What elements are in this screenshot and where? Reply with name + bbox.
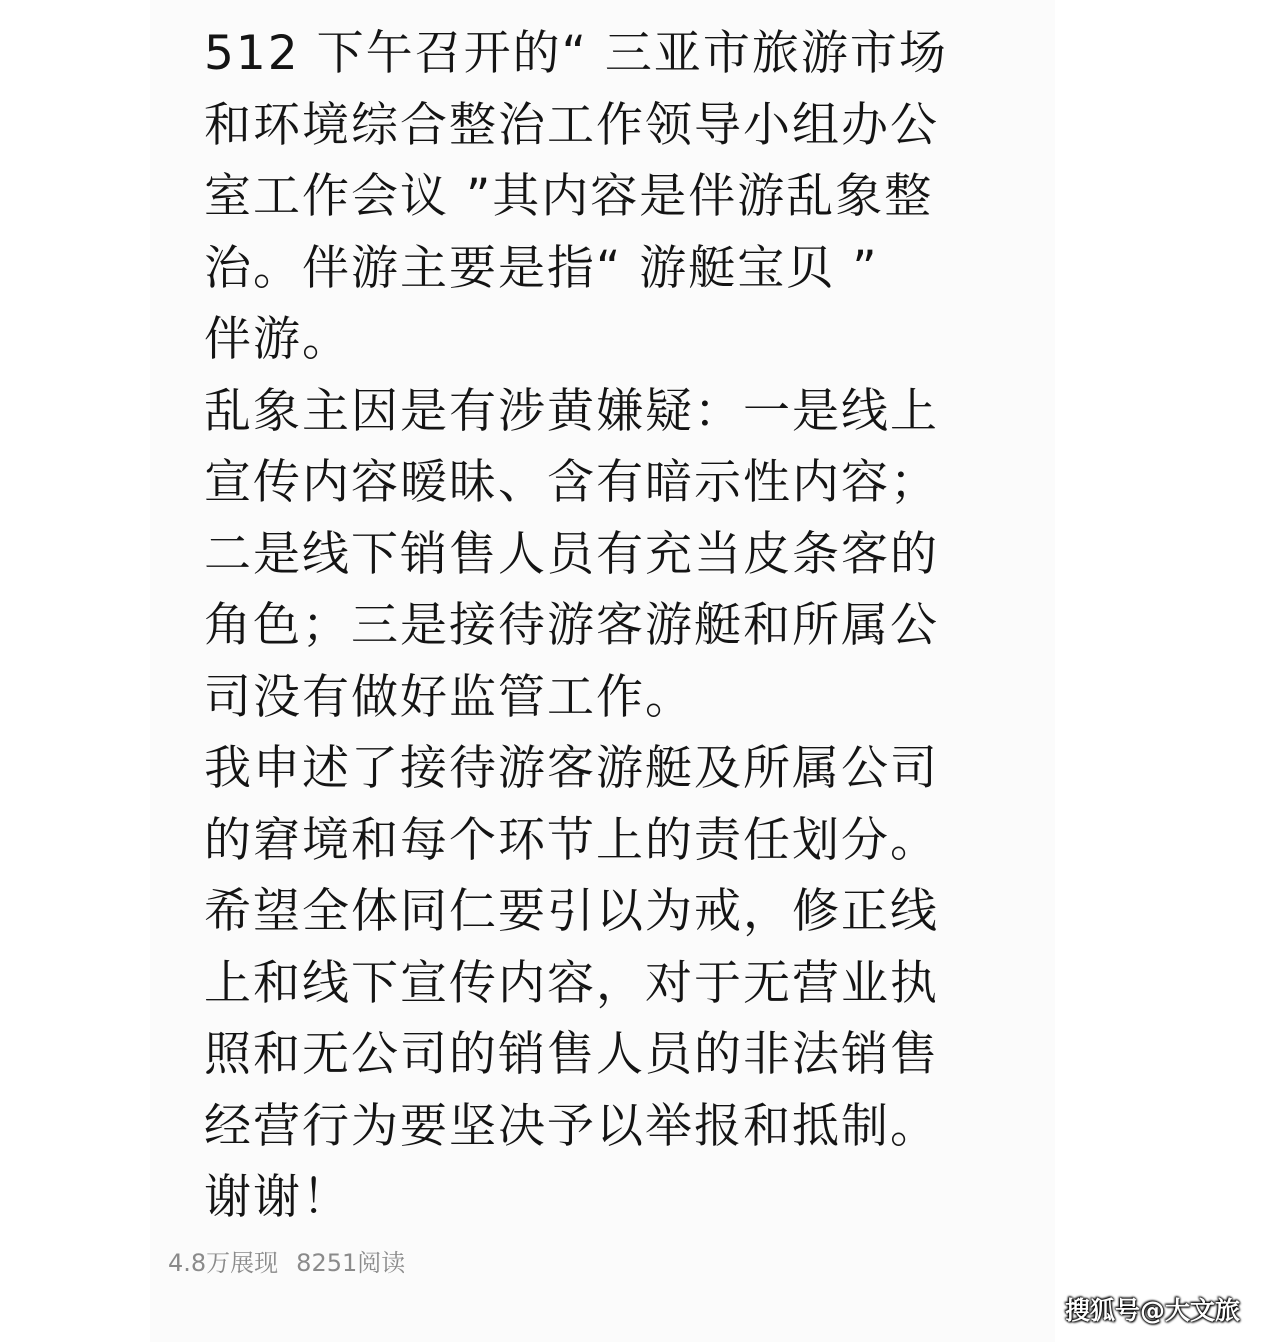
post-line: 512 下午召开的“ 三亚市旅游市场: [204, 26, 948, 81]
post-line: 照和无公司的销售人员的非法销售: [204, 1027, 939, 1082]
post-line: 我申述了接待游客游艇及所属公司: [204, 741, 939, 796]
post-line: 司没有做好监管工作。: [204, 669, 694, 725]
post-line: 室工作会议 ”其内容是伴游乱象整: [204, 169, 934, 224]
post-line: 角色；三是接待游客游艇和所属公: [204, 598, 939, 653]
post-line: 上和线下宣传内容，对于无营业执: [204, 955, 939, 1011]
post-body: [204, 18, 1024, 1234]
post-line: 的窘境和每个环节上的责任划分。: [204, 812, 939, 868]
post-line: 治。伴游主要是指“ 游艇宝贝 ”: [204, 240, 879, 296]
source-watermark: 搜狐号@大文旅: [1064, 1296, 1240, 1325]
post-stats: [168, 1246, 405, 1280]
post-line: 和环境综合整治工作领导小组办公: [204, 97, 939, 153]
post-line: 伴游。: [204, 312, 351, 367]
post-line: 二是线下销售人员有充当皮条客的: [204, 526, 939, 582]
post-line: 经营行为要坚决予以举报和抵制。: [204, 1098, 939, 1154]
post-line: 谢谢！: [204, 1170, 351, 1225]
post-line: 宣传内容暧昧、含有暗示性内容；: [204, 455, 939, 510]
post-line: 乱象主因是有涉黄嫌疑：一是线上: [204, 383, 939, 439]
read-count: 8251阅读: [296, 1249, 406, 1277]
post-line: 希望全体同仁要引以为戒，修正线: [204, 884, 939, 939]
view-count: 4.8万展现: [168, 1249, 279, 1277]
